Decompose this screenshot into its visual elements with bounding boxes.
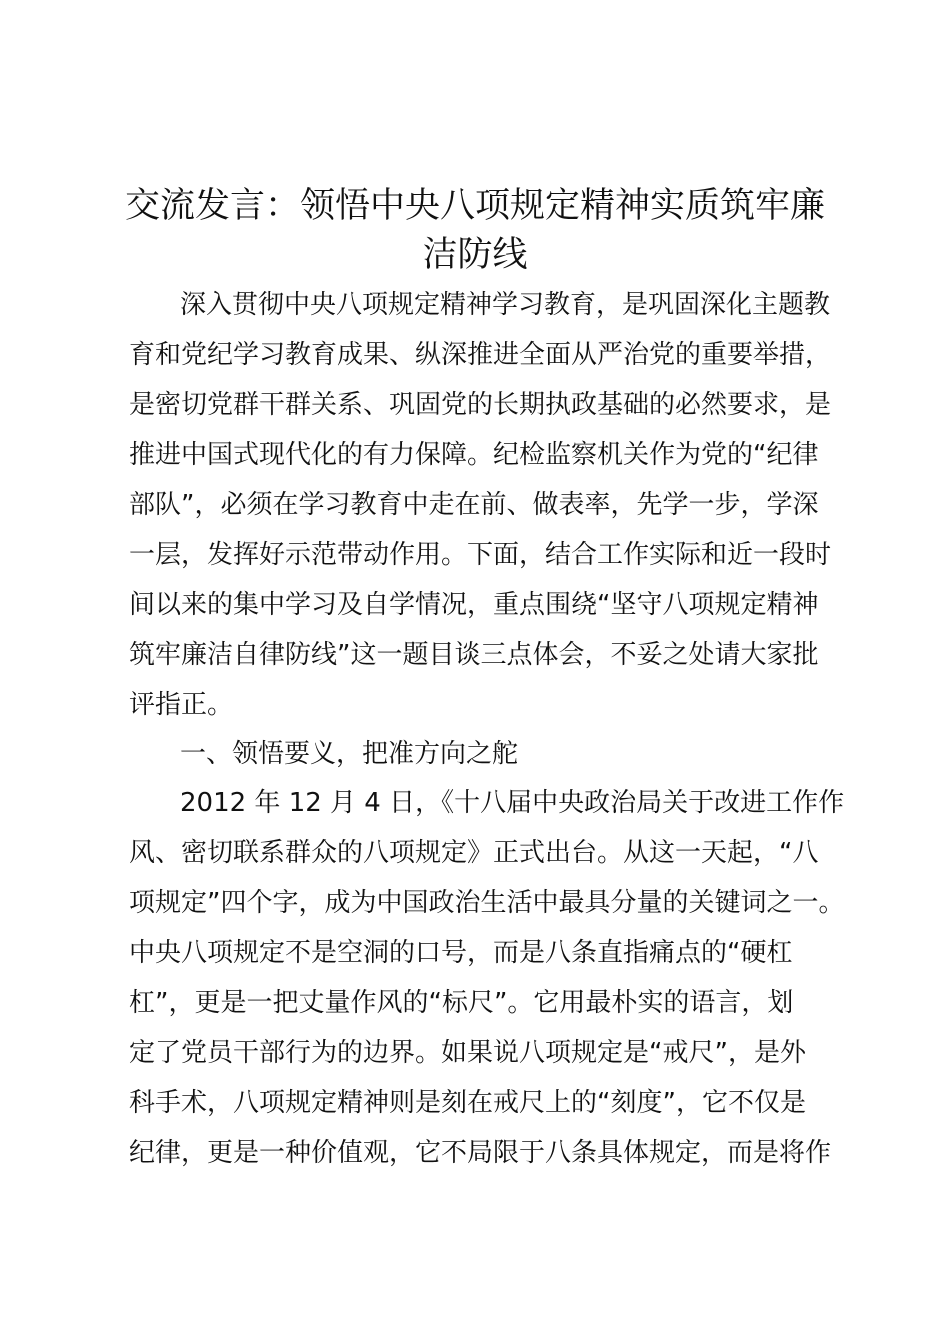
- document-title: [110, 182, 840, 280]
- section-heading: 一、领悟要义，把准方向之舵: [180, 739, 519, 769]
- paragraph-line: 筑牢廉洁自律防线”这一题目谈三点体会，不妥之处请大家批: [129, 640, 819, 670]
- paragraph-line: 评指正。: [129, 690, 234, 720]
- paragraph-line: 推进中国式现代化的有力保障。纪检监察机关作为党的“纪律: [129, 440, 819, 470]
- paragraph-line: 深入贯彻中央八项规定精神学习教育，是巩固深化主题教: [180, 290, 831, 320]
- paragraph-line: 间以来的集中学习及自学情况，重点围绕“坚守八项规定精神: [129, 590, 819, 620]
- title-line-2: 洁防线: [422, 235, 528, 275]
- paragraph-line: 科手术，八项规定精神则是刻在戒尺上的“刻度”，它不仅是: [129, 1088, 806, 1118]
- paragraph-line: 2012 年 12 月 4 日，《十八届中央政治局关于改进工作作: [180, 788, 845, 818]
- paragraph-line: 项规定”四个字，成为中国政治生活中最具分量的关键词之一。: [129, 888, 845, 918]
- paragraph-line: 纪律，更是一种价值观，它不局限于八条具体规定，而是将作: [129, 1138, 832, 1168]
- paragraph-line: 定了党员干部行为的边界。如果说八项规定是“戒尺”，是外: [129, 1038, 806, 1068]
- title-line-1: 交流发言：领悟中央八项规定精神实质筑牢廉: [124, 186, 825, 226]
- paragraph-line: 一层，发挥好示范带动作用。下面，结合工作实际和近一段时: [129, 540, 832, 570]
- paragraph-line: 杠”，更是一把丈量作风的“标尺”。它用最朴实的语言，划: [129, 988, 794, 1018]
- paragraph-line: 风、密切联系群众的八项规定》正式出台。从这一天起，“八: [129, 838, 819, 868]
- paragraph-line: 中央八项规定不是空洞的口号，而是八条直指痛点的“硬杠: [129, 938, 793, 968]
- paragraph-line: 育和党纪学习教育成果、纵深推进全面从严治党的重要举措，: [129, 340, 832, 370]
- paragraph-line: 是密切党群干群关系、巩固党的长期执政基础的必然要求，是: [129, 390, 832, 420]
- paragraph-line: 部队”，必须在学习教育中走在前、做表率，先学一步，学深: [129, 490, 819, 520]
